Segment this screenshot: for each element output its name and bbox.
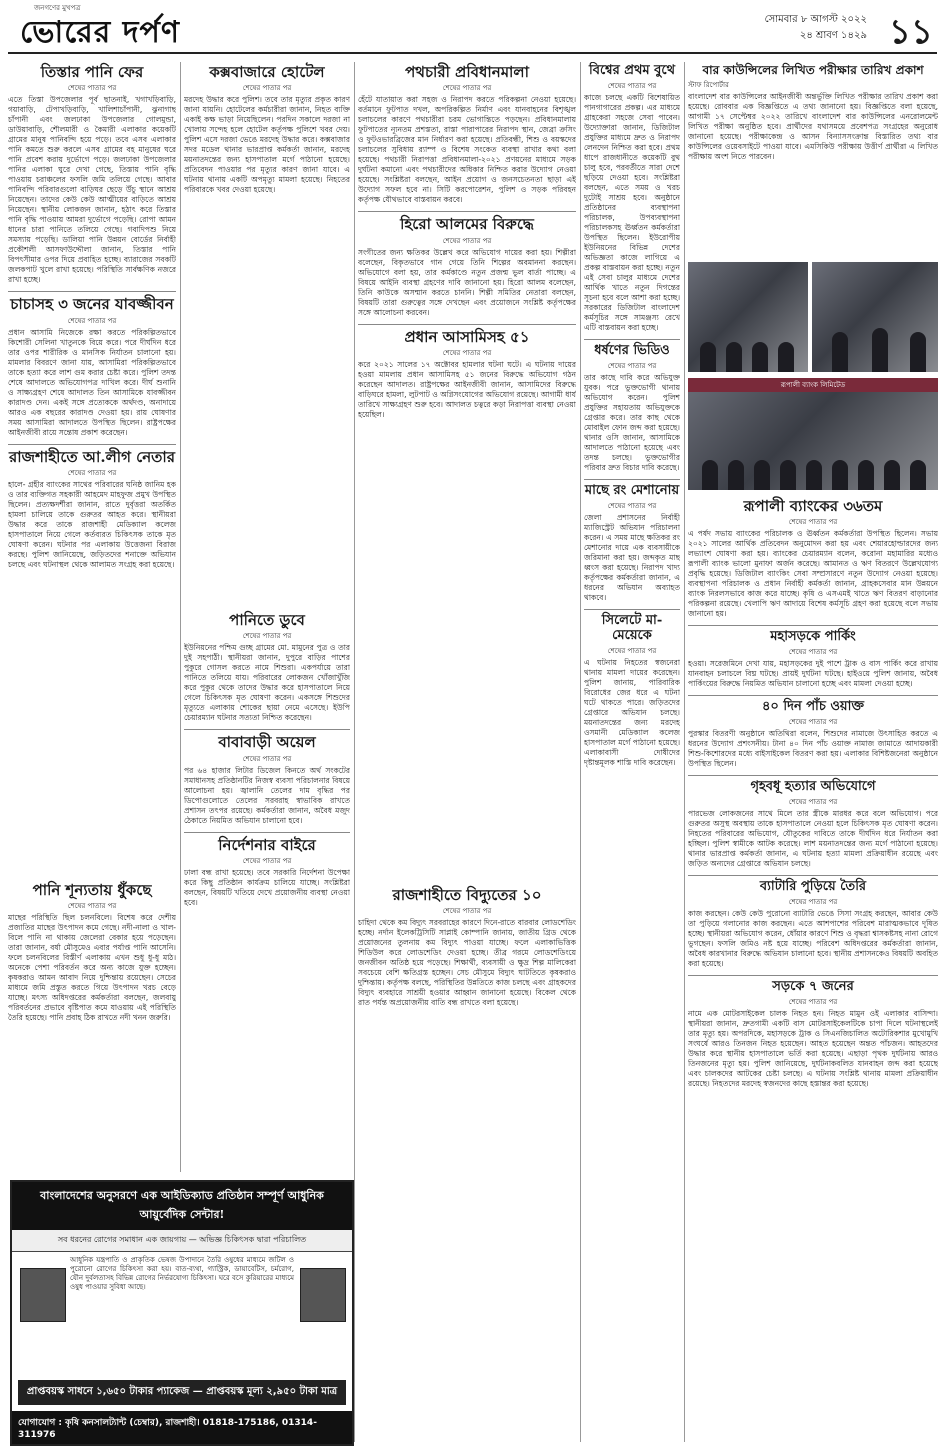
kicker: শেষের পাতার পর — [607, 646, 657, 655]
headline[interactable]: মহাসড়কে পার্কিং — [770, 629, 856, 645]
story-rupali — [688, 498, 938, 619]
kicker: শেষের পাতার পর — [788, 518, 838, 527]
headline[interactable]: সড়কে ৭ জনের — [772, 979, 854, 994]
headline[interactable]: চাচাসহ ৩ জনের যাবজ্জীবন — [10, 295, 174, 314]
story-chachas — [8, 296, 176, 437]
header-rule — [8, 52, 937, 54]
column-1-lower — [8, 880, 176, 1170]
headline[interactable]: রাজশাহীতে আ.লীগ নেতার — [8, 447, 176, 466]
column-2-lower — [184, 610, 350, 1170]
story-power — [358, 887, 576, 1008]
advert-body: আধুনিক যন্ত্রপাতি ও প্রাকৃতিক ভেষজ উপাদানে তৈরি ওষুধের মাধ্যমে জটিল ও পুরোনো রোগের চিকিৎসা করা হয়। বাত-ব্যথা, গ্যাস্ট্রিক, ডায়াবেটিস, চর্মরোগ, যৌন দুর্বলতাসহ বিভিন্ন রোগের নির্ভরযোগ্য চিকিৎসা। ঘরে বসে কুরিয়ারের মাধ্যমে ওষুধ পাওয়ার সুবিধা আছে। — [70, 1256, 294, 1291]
story-mohasorok — [688, 630, 938, 689]
story-cox — [184, 64, 350, 195]
headline[interactable]: বিশ্বের প্রথম বুথে — [588, 63, 676, 78]
column-3-lower — [358, 885, 576, 1445]
kicker: শেষের পাতার পর — [788, 798, 838, 807]
story-nirdeshonay — [184, 837, 350, 908]
headline[interactable]: তিস্তার পানি ফের — [40, 63, 144, 81]
divider — [584, 479, 680, 480]
kicker: শেষের পাতার পর — [607, 81, 657, 90]
kicker: শেষের পাতার পর — [442, 236, 492, 245]
kicker: শেষের পাতার পর — [442, 907, 492, 916]
photo-banner: রূপালী ব্যাংক লিমিটেড — [688, 378, 938, 392]
headline[interactable]: প্রধান আসামিসহ ৫১ — [404, 327, 530, 346]
headline[interactable]: রূপালী ব্যাংকের ৩৬তম — [743, 497, 883, 515]
kicker: শেষের পাতার পর — [242, 754, 292, 763]
story-babadari — [184, 734, 350, 825]
story-dhorshon — [584, 344, 680, 473]
story-body: এ ঘটনায় নিহতের স্বজনেরা থানায় মামলা দায়ের করেছেন। পুলিশ জানায়, পারিবারিক বিরোধের জের ধরে এ ঘটনা ঘটে থাকতে পারে। জড়িতদের গ্রেপ্তারে অভিযান চলছে। ময়নাতদন্তের জন্য মরদেহ ওসমানী মেডিক্যাল কলেজ হাসপাতাল মর্গে পাঠানো হয়েছে। এলাকাবাসী দোষীদের দৃষ্টান্তমূলক শাস্তি দাবি করেছেন। — [584, 657, 680, 767]
kicker: শেষের পাতার পর — [242, 632, 292, 641]
kicker: শেষের পাতার পর — [788, 648, 838, 657]
advert-price: প্রাপ্তবয়স্ক সাধনে ১,৬৫০ টাকার প্যাকেজ — প্রাপ্তবয়স্ক মূল্য ২,৯৫০ টাকা মাত্র — [18, 1380, 346, 1405]
column-4 — [584, 62, 680, 1442]
headline[interactable]: ব্যাটারি পুড়িয়ে তৈরি — [759, 879, 867, 895]
divider — [688, 975, 938, 976]
headline[interactable]: নির্দেশনার বাইরে — [218, 835, 316, 854]
story-body: এতে তিস্তা উপজেলার পূর্ব ছাতনাই, খগাখড়িবাড়ি, গয়াবাড়ি, টেপাখড়িবাড়ি, খালিশাচাঁপানী, ঝুনাগাছ চাঁপানী এবং জলঢাকা উপজেলার গোলমুন্ডা, ডাউয়াবাড়ি, শৌলমারী ও কৈমারী এলাকার কয়েকটি গ্রামের মানুষ পানিবন্দি হয়ে পড়ে। তবে এসব এলাকার পানি কমতে শুরু করলে এসব গ্রামের বহ মানুষের ঘরে পানি প্রবেশ করায় দুর্ভোগে পড়ে। জলঢাকা উপজেলার পানির এলাকা ঘুরে দেখা গেছে, তিস্তায় পানি বৃদ্ধি পাওয়ায় চরাঞ্চলের ফসলি জমি তলিয়ে গেছে। আবার পানিবন্দি পরিবারগুলো বাড়িঘর ছেড়ে উঁচু স্থানে আশ্রয় নিয়েছেন। তাদের কেউ কেউ আত্মীয়ের বাড়িতে আশ্রয় নিয়েছেন। স্থানীয় লোকজন জানান, হঠাৎ করে তিস্তার পানি বৃদ্ধি পাওয়ায় আমরা দুর্ভোগে পড়েছি। রোপা আমন ধানের চারা পানিতে তলিয়ে গেছে। গবাদিপশু নিয়ে সমস্যায় পড়েছি। ডালিয়া পানি উন্নয়ন বোর্ডের নির্বাহী প্রকৌশলী আসফাউদ্দৌলা জানান, তিস্তার পানি বিপৎসীমার ওপর দিয়ে প্রবাহিত হচ্ছে। ব্যারাজের সবকটি জলকপাট খুলে রাখা হয়েছে। পরিস্থিতি সার্বক্ষণিক নজরে রাখা হচ্ছে। — [8, 95, 176, 285]
officials-photo — [812, 262, 938, 372]
column-5-lower — [688, 496, 938, 1386]
kicker: শেষের পাতার পর — [442, 348, 492, 357]
story-body: হওয়া। সরেজমিনে দেখা যায়, মহাসড়কের দুই পাশে ট্রাক ও বাস পার্কিং করে রাখায় যানবাহন চলাচলে বিঘ্ন ঘটছে। প্রায়ই দুর্ঘটনা ঘটছে। হাইওয়ে পুলিশ জানায়, অবৈধ পার্কিংয়ের বিরুদ্ধে নিয়মিত অভিযান চালানো হচ্ছে এবং মামলা দেওয়া হচ্ছে। — [688, 659, 938, 689]
story-body: মরদেহ উদ্ধার করে পুলিশ। তবে তার মৃত্যুর প্রকৃত কারণ জানা যায়নি। হোটেলের কর্মচারীরা জানান, নিহত ব্যক্তি একাই কক্ষ ভাড়া নিয়েছিলেন। পরদিন সকালে দরজা না খোলায় সন্দেহ হলে হোটেল কর্তৃপক্ষ পুলিশে খবর দেয়। পুলিশ এসে দরজা ভেঙে মরদেহ উদ্ধার করে। কক্সবাজার সদর মডেল থানার ভারপ্রাপ্ত কর্মকর্তা জানান, মরদেহ ময়নাতদন্তের জন্য হাসপাতাল মর্গে পাঠানো হয়েছে। প্রতিবেদন পাওয়ার পর মৃত্যুর কারণ জানা যাবে। এ ঘটনায় থানায় একটি অপমৃত্যু মামলা হয়েছে। নিহতের পরিবারকে খবর দেওয়া হয়েছে। — [184, 95, 350, 195]
kicker: শেষের পাতার পর — [607, 361, 657, 370]
board-meeting-photo — [688, 378, 938, 490]
divider — [584, 609, 680, 610]
date-bangla: ২৪ শ্রাবণ ১৪২৯ — [799, 30, 867, 41]
story-body: হালে- গ্রহীর ব্যাংকের সাথের পরিবারের ঘনিষ্ঠ জানিম হক ও তার ব্যক্তিগত সহকারী আহমেদ মাহফুজ প্রমুখ উপস্থিত ছিলেন। প্রত্যক্ষদর্শীরা জানান, রাতে দুর্বৃত্তরা অতর্কিত হামলা চালিয়ে তাকে গুরুতর আহত করে। স্থানীয়রা উদ্ধার করে তাকে রাজশাহী মেডিক্যাল কলেজ হাসপাতালে নিয়ে গেলে কর্তব্যরত চিকিৎসক তাকে মৃত ঘোষণা করেন। ঘটনার পর এলাকায় উত্তেজনা বিরাজ করছে। পুলিশ জানিয়েছে, জড়িতদের শনাক্তে অভিযান চলছে এবং ঘটনাস্থল থেকে আলামত সংগ্রহ করা হয়েছে। — [8, 479, 176, 569]
kicker: শেষের পাতার পর — [788, 898, 838, 906]
column-rule — [580, 62, 581, 1442]
story-tista — [8, 64, 176, 285]
story-drown — [184, 612, 350, 723]
divider — [688, 695, 938, 696]
kicker: শেষের পাতার পর — [67, 84, 117, 93]
kicker: স্টাফ রিপোর্টার — [688, 80, 729, 89]
meeting-photo — [688, 262, 808, 372]
page-number: ১১ — [888, 12, 933, 52]
divider — [8, 291, 176, 292]
advert-subtitle: সব ধরনের রোগের সমাধান এক জায়গায় — অভিজ্ঞ চিকিৎসক দ্বারা পরিচালিত — [12, 1230, 352, 1252]
headline[interactable]: বাবাবাড়ী অয়েল — [218, 733, 316, 752]
headline[interactable]: সিলেটে মা-মেয়েকে — [601, 612, 663, 643]
product-image — [20, 1268, 66, 1322]
story-body: কাজে চলছে একটি বিশেষায়িত পানগাগারের প্রকল্প। এর মাধ্যমে গ্রাহকেরা সহজে সেবা পাবেন। উদ্যোক্তারা জানান, ডিজিটাল প্রযুক্তির মাধ্যমে দ্রুত ও নিরাপদ লেনদেন নিশ্চিত করা হবে। প্রথম ধাপে রাজধানীতে কয়েকটি বুথ চালু হবে, পরবর্তীতে সারা দেশে ছড়িয়ে দেওয়া হবে। সংশ্লিষ্টরা বলছেন, এতে সময় ও খরচ দুটোই সাশ্রয় হবে। অনুষ্ঠানে প্রতিষ্ঠানের ব্যবস্থাপনা পরিচালক, উপব্যবস্থাপনা পরিচালকসহ ঊর্ধ্বতন কর্মকর্তারা উপস্থিত ছিলেন। ইউরোপীয় ইউনিয়নের বিভিন্ন দেশের অভিজ্ঞতা কাজে লাগিয়ে এ প্রকল্প বাস্তবায়ন করা হচ্ছে। নতুন এই সেবা চালুর মাধ্যমে দেশের আর্থিক খাতে নতুন দিগন্তের সূচনা হবে বলে আশা করা হচ্ছে। সরকারের ডিজিটাল বাংলাদেশ কর্মসূচির সঙ্গে সামঞ্জস্য রেখে এটি বাস্তবায়ন করা হচ্ছে। — [584, 92, 680, 332]
advert-title: বাংলাদেশের অনুসরণে এক আইডিক্যাড প্রতিষ্ঠান সম্পূর্ণ আধুনিক আয়ুর্বেদিক সেন্টার! — [12, 1182, 352, 1230]
column-rule — [180, 62, 181, 1172]
story-body: ঢালা বন্ধ রাখা হয়েছে। তবে সরকারি নির্দেশনা উপেক্ষা করে কিছু প্রতিষ্ঠান কার্যক্রম চালিয়ে যাচ্ছে। সংশ্লিষ্টরা বলছেন, বিষয়টি খতিয়ে দেখে প্রয়োজনীয় ব্যবস্থা নেওয়া হবে। — [184, 867, 350, 907]
headline[interactable]: বার কাউন্সিলের লিখিত পরীক্ষার তারিখ প্রকাশ — [702, 63, 924, 77]
kicker: শেষের পাতার পর — [788, 997, 838, 1006]
story-booth — [584, 64, 680, 333]
kicker: শেষের পাতার পর — [788, 718, 838, 727]
divider — [358, 324, 576, 325]
column-5-top — [688, 62, 938, 262]
story-bar — [688, 64, 938, 162]
story-sorok — [688, 980, 938, 1089]
story-rajshahi — [8, 449, 176, 570]
story-body: চাহিদা থেকে কম বিদ্যুৎ সরবরাহের কারণে দিনে-রাতে বারবার লোডশেডিং হচ্ছে। নর্দান ইলেকট্রিসিটি সাপ্লাই কোম্পানি জানায়, জাতীয় গ্রিড থেকে প্রয়োজনের তুলনায় কম বিদ্যুৎ পাওয়া যাচ্ছে। ফলে এলাকাভিত্তিক শিডিউল করে লোডশেডিং দেওয়া হচ্ছে। তীব্র গরমে লোডশেডিংয়ে জনজীবন অতিষ্ঠ হয়ে পড়েছে। শিক্ষার্থী, ব্যবসায়ী ও ক্ষুদ্র শিল্প মালিকেরা সবচেয়ে বেশি ক্ষতিগ্রস্ত হচ্ছেন। সেচ মৌসুমে বিদ্যুৎ ঘাটতিতে কৃষকরাও দুশ্চিন্তায়। কর্তৃপক্ষ বলছে, পরিস্থিতির উন্নতিতে কাজ চলছে এবং গ্রাহকদের বিদ্যুৎ ব্যবহারে সাশ্রয়ী হওয়ার আহ্বান জানানো হয়েছে। বিকেল থেকে রাত পর্যন্ত অপ্রয়োজনীয় বাতি বন্ধ রাখতে বলা হয়েছে। — [358, 918, 576, 1008]
column-rule — [354, 62, 355, 1442]
headline[interactable]: ৪০ দিন পাঁচ ওয়াক্ত — [761, 699, 864, 715]
masthead-bar — [0, 0, 945, 58]
headline[interactable]: মাছে রং মেশানোয় — [584, 482, 680, 498]
story-pani — [8, 882, 176, 1023]
ayurvedic-advert[interactable] — [10, 1180, 354, 1446]
divider — [584, 339, 680, 340]
story-walkout — [688, 700, 938, 769]
column-rule — [684, 62, 685, 1442]
headline[interactable]: রাজশাহীতে বিদ্যুতের ১০ — [392, 886, 542, 904]
kicker: শেষের পাতার পর — [607, 501, 657, 510]
story-body: পারভেজ লোকজনের সাথে মিলে তার স্ত্রীকে মারধর করে বলে অভিযোগ। পরে গুরুতর অসুস্থ অবস্থায় তাকে হাসপাতালে নেওয়া হলে চিকিৎসক মৃত ঘোষণা করেন। নিহতের পরিবারের অভিযোগ, যৌতুকের দাবিতে তাকে দীর্ঘদিন ধরে নির্যাতন করা হচ্ছিল। পুলিশ স্বামীকে আটক করেছে। লাশ ময়নাতদন্তের জন্য মর্গে পাঠানো হয়েছে। থানার ভারপ্রাপ্ত কর্মকর্তা জানান, এ ঘটনায় হত্যা মামলা প্রক্রিয়াধীন রয়েছে এবং জড়িত অন্যদের গ্রেপ্তারে অভিযান চলছে। — [688, 809, 938, 869]
headline[interactable]: হিরো আলমের বিরুদ্ধে — [400, 215, 534, 234]
story-body: তার কাছে দাবি করে অভিযুক্ত যুবক। পরে ভুক্তভোগী থানায় অভিযোগ করেন। পুলিশ প্রযুক্তির সহায়তায় অভিযুক্তকে গ্রেপ্তার করে। তার কাছ থেকে মোবাইল ফোন জব্দ করা হয়েছে। থানার ওসি জানান, আসামিকে আদালতে পাঠানো হয়েছে এবং তদন্ত চলছে। ভুক্তভোগীর পরিবার দ্রুত বিচার দাবি করেছে। — [584, 372, 680, 472]
divider — [688, 875, 938, 876]
story-hero — [358, 216, 576, 317]
headline[interactable]: গৃহবধূ হত্যার অভিযোগে — [750, 779, 876, 795]
kicker: শেষের পাতার পর — [67, 468, 117, 477]
story-body: প্রধান আসামি নিজেকে রক্ষা করতে পরিকল্পিতভাবে কিশোরী সেলিনা খাতুনকে বিয়ে করে। পরে দীর্ঘদিন ধরে তার ওপর শারীরিক ও মানসিক নির্যাতন চালানো হয়। মামলার বিবরণে জানা যায়, আসামিরা পরিকল্পিতভাবে তাকে হত্যা করে লাশ গুম করার চেষ্টা করে। পুলিশ তদন্ত শেষে আদালতে অভিযোগপত্র দাখিল করে। দীর্ঘ শুনানি ও সাক্ষ্যগ্রহণ শেষে আদালত তিন আসামিকে যাবজ্জীবন কারাদণ্ড দেন। একই সঙ্গে প্রত্যেককে অর্থদণ্ড, অনাদায়ে আরও এক বছরের কারাদণ্ড দেওয়া হয়। রায় ঘোষণার সময় আসামিরা আদালতে উপস্থিত ছিলেন। রাষ্ট্রপক্ষের আইনজীবী রায়ে সন্তোষ প্রকাশ করেছেন। — [8, 327, 176, 437]
headline[interactable]: পথচারী প্রবিধানমালা — [405, 63, 529, 81]
kicker: শেষের পাতার পর — [67, 316, 117, 325]
divider — [8, 444, 176, 445]
story-pradhan — [358, 329, 576, 420]
kicker: শেষের পাতার পর — [67, 902, 117, 911]
kicker: শেষের পাতার পর — [242, 856, 292, 865]
headline[interactable]: পানি শূন্যতায় ধুঁকছে — [32, 881, 152, 899]
kicker: শেষের পাতার পর — [442, 84, 492, 93]
kicker: শেষের পাতার পর — [242, 84, 292, 93]
headline[interactable]: ধর্ষণের ভিডিও — [594, 342, 670, 358]
story-body: সংগীতের জন্য ক্ষতিকর উল্লেখ করে অভিযোগ দায়ের করা হয়। শিল্পীরা বলেছেন, বিকৃতভাবে গান গেয়ে তিনি শিল্পের অবমাননা করছেন। অভিযোগে বলা হয়, তার কর্মকাণ্ডে নতুন প্রজন্ম ভুল বার্তা পাচ্ছে। এ বিষয়ে আইনি ব্যবস্থা গ্রহণের দাবি জানানো হয়। হিরো আলম বলেছেন, তিনি কাউকে অসম্মান করতে চাননি। শিল্পী সমিতির নেতারা বলছেন, বিষয়টি তারা গুরুত্বের সঙ্গে দেখছেন এবং প্রয়োজনে সংশ্লিষ্ট কর্তৃপক্ষের সঙ্গে আলোচনা করবেন। — [358, 247, 576, 317]
date-gregorian: সোমবার ৮ আগস্ট ২০২২ — [764, 14, 867, 25]
masthead-tagline: জনগণের মুখপত্র — [34, 4, 81, 12]
divider — [184, 832, 350, 833]
divider — [358, 211, 576, 212]
story-body: এ পর্ষদ সভায় ব্যাংকের পরিচালক ও ঊর্ধ্বতন কর্মকর্তারা উপস্থিত ছিলেন। সভায় ২০২১ সালের আর্থিক প্রতিবেদন অনুমোদন করা হয় এবং শেয়ারহোল্ডারদের জন্য লভ্যাংশ ঘোষণা করা হয়। ব্যাংকের চেয়ারম্যান বলেন, করোনা মহামারির মধ্যেও রূপালী ব্যাংক ভালো মুনাফা অর্জন করেছে। আমানত ও ঋণ বিতরণে উল্লেখযোগ্য প্রবৃদ্ধি হয়েছে। ডিজিটাল ব্যাংকিং সেবা সম্প্রসারণে নতুন উদ্যোগ নেওয়া হয়েছে। ব্যবস্থাপনা পরিচালক ও প্রধান নির্বাহী কর্মকর্তা জানান, গ্রাহকসেবার মান উন্নয়নে ব্যাংক নিরলসভাবে কাজ করে যাচ্ছে। কৃষি ও এসএমই খাতে ঋণ বিতরণ বাড়ানোর পরিকল্পনা রয়েছে। খেলাপি ঋণ আদায়ে বিশেষ কর্মসূচি গ্রহণ করা হয়েছে বলে সভায় জানানো হয়। — [688, 529, 938, 619]
story-battery — [688, 880, 938, 969]
story-mach — [584, 484, 680, 603]
story-body: নামে এক মোটরসাইকেল চালক নিহত হন। নিহত মামুন ওই এলাকার বাসিন্দা। স্থানীয়রা জানান, দ্রুতগামী একটি বাস মোটরসাইকেলটিকে চাপা দিলে ঘটনাস্থলেই তার মৃত্যু হয়। অপরদিকে, মহাসড়কে ট্রাক ও সিএনজিচালিত অটোরিকশার মুখোমুখি সংঘর্ষে আরও তিনজন নিহত হয়েছেন। আহত হয়েছেন অন্তত পাঁচজন। আহতদের উদ্ধার করে স্থানীয় হাসপাতালে ভর্তি করা হয়েছে। এছাড়া পৃথক দুর্ঘটনায় আরও তিনজনের মৃত্যু হয়। পুলিশ জানিয়েছে, দুর্ঘটনাকবলিত যানবাহন জব্দ করা হয়েছে এবং চালকদের আটকের চেষ্টা চলছে। এ ঘটনায় সংশ্লিষ্ট থানায় মামলা প্রক্রিয়াধীন রয়েছে। নিহতদের মরদেহ স্বজনদের কাছে হস্তান্তর করা হয়েছে। — [688, 1008, 938, 1088]
story-body: পুরস্কার বিতরণী অনুষ্ঠানে অতিথিরা বলেন, শিশুদের নামাজে উৎসাহিত করতে এ ধরনের উদ্যোগ প্রশংসনীয়। টানা ৪০ দিন পাঁচ ওয়াক্ত নামাজ জামাতে আদায়কারী শিশু-কিশোরদের মধ্যে বাইসাইকেল বিতরণ করা হয়। এলাকার বিশিষ্টজনেরা অনুষ্ঠানে উপস্থিত ছিলেন। — [688, 729, 938, 769]
story-body: ইউনিয়নের পশ্চিম গুচ্ছ গ্রামের মো. মামুনের পুত্র ও তার দুই সহপাঠী। স্থানীয়রা জানান, দুপুরে বাড়ির পাশের পুকুরে গোসল করতে নামে শিশুরা। একপর্যায়ে তারা পানিতে তলিয়ে যায়। পরিবারের লোকজন খোঁজাখুঁজি করে পুকুর থেকে তাদের উদ্ধার করে হাসপাতালে নিয়ে গেলে চিকিৎসক মৃত ঘোষণা করেন। একসঙ্গে শিশুদের মৃত্যুতে এলাকায় শোকের ছায়া নেমে এসেছে। ইউপি চেয়ারম্যান ঘটনার সত্যতা নিশ্চিত করেছেন। — [184, 643, 350, 723]
story-pathchari — [358, 64, 576, 205]
story-body: মাছের পরিস্থিতি ছিল চলনবিলে। বিশেষ করে দেশীয় প্রজাতির মাছের উৎপাদন কমে গেছে। নদী-নালা ও খাল-বিলে পানি না থাকায় জেলেরা বেকার হয়ে পড়েছেন। তারা জানান, বর্ষা মৌসুমেও এবার পর্যাপ্ত পানি আসেনি। ফলে চলনবিলের বিস্তীর্ণ এলাকায় এখন শুধু ধু-ধু মাঠ। অনেকে পেশা পরিবর্তন করে অন্য কাজে যুক্ত হচ্ছেন। কৃষকরাও আমন আবাদ নিয়ে দুশ্চিন্তায় রয়েছেন। সেচের মাধ্যমে জমি প্রস্তুত করতে গিয়ে উৎপাদন খরচ বেড়ে যাচ্ছে। মৎস্য অধিদপ্তরের কর্মকর্তারা বলছেন, জলবায়ু পরিবর্তনের প্রভাবে বৃষ্টিপাত কমে যাওয়ায় এই পরিস্থিতি তৈরি হয়েছে। পানি প্রবাহ ঠিক রাখতে নদী খনন জরুরি। — [8, 913, 176, 1023]
story-body: বাংলাদেশ বার কাউন্সিলের আইনজীবী অন্তর্ভুক্তি লিখিত পরীক্ষার তারিখ প্রকাশ করা হয়েছে। রোববার এক বিজ্ঞপ্তিতে এ তথ্য জানানো হয়। বিজ্ঞপ্তিতে বলা হয়েছে, আগামী ১৭ সেপ্টেম্বর ২০২২ তারিখে বাংলাদেশ বার কাউন্সিলের এনরোলমেন্ট লিখিত পরীক্ষা অনুষ্ঠিত হবে। প্রার্থীদের যথাসময়ে প্রবেশপত্র সংগ্রহের অনুরোধ জানানো হয়েছে। পরীক্ষাকেন্দ্র ও আসন বিন্যাসসংক্রান্ত বিস্তারিত তথ্য বার কাউন্সিলের ওয়েবসাইটে পাওয়া যাবে। এমসিকিউ পরীক্ষায় উত্তীর্ণ প্রার্থীরা এ লিখিত পরীক্ষায় অংশ নিতে পারবেন। — [688, 91, 938, 161]
masthead-title: ভোরের দর্পণ — [20, 15, 180, 50]
story-sylhet — [584, 614, 680, 768]
product-image — [300, 1268, 346, 1322]
divider — [688, 775, 938, 776]
headline[interactable]: কক্সবাজারে হোটেল — [209, 63, 325, 81]
story-body: কাজ করছেন। কেউ কেউ পুরোনো ব্যাটারি ভেঙে সিসা সংগ্রহ করছেন, আবার কেউ তা পুড়িয়ে গলানোর কাজ করছেন। এতে আশপাশের পরিবেশ মারাত্মকভাবে দূষিত হচ্ছে। স্থানীয়রা অভিযোগ করেন, ধোঁয়ার কারণে শিশু ও বৃদ্ধরা শ্বাসকষ্টসহ নানা রোগে ভুগছেন। ফসলি জমিও নষ্ট হয়ে যাচ্ছে। পরিবেশ অধিদপ্তরের কর্মকর্তারা জানান, অবৈধ কারখানার বিরুদ্ধে অভিযান চালানো হবে। স্থানীয় প্রশাসনকেও বিষয়টি অবহিত করা হয়েছে। — [688, 909, 938, 968]
advert-contact[interactable]: যোগাযোগ : কৃষি কনসালট্যান্ট (চেম্বার), রাজশাহী। 01818-175186, 01314-311976 — [12, 1411, 352, 1444]
story-body: জেলা প্রশাসনের নির্বাহী ম্যাজিস্ট্রেট অভিযান পরিচালনা করেন। এ সময় মাছে ক্ষতিকর রং মেশানোর দায়ে এক ব্যবসায়ীকে জরিমানা করা হয়। জব্দকৃত মাছ ধ্বংস করা হয়েছে। নিরাপদ খাদ্য কর্তৃপক্ষের কর্মকর্তারা জানান, এ ধরনের অভিযান অব্যাহত থাকবে। — [584, 512, 680, 602]
column-2 — [184, 62, 350, 602]
column-3 — [358, 62, 576, 882]
divider — [688, 625, 938, 626]
story-body: পর ৬৪ হাজার লিটার ডিজেল কিনতে অর্থ সংকটের সমাধানসহ প্রতিষ্ঠানটির নিজস্ব ব্যবসা পরিচালনার বিষয়ে আলোচনা হয়। জ্বালানি তেলের দাম বৃদ্ধির পর ডিপোগুলোতে তেলের সরবরাহ স্বাভাবিক রাখতে প্রশাসন তৎপর রয়েছে। কর্মকর্তারা জানান, অবৈধ মজুদ ঠেকাতে নিয়মিত অভিযান চালানো হবে। — [184, 765, 350, 825]
story-body: হেঁটে যাতায়াত করা সহজ ও নিরাপদ করতে পরিকল্পনা নেওয়া হয়েছে। বর্তমানে ফুটপাত দখল, অপরিকল্পিত নির্মাণ এবং যানবাহনের বিশৃঙ্খল চলাচলের কারণে পথচারীরা চরম ভোগান্তিতে পড়ছেন। প্রবিধানমালায় ফুটপাতের ন্যূনতম প্রশস্ততা, রাস্তা পারাপারের নিরাপদ স্থান, জেব্রা ক্রসিং ও ফুটওভারব্রিজের মান নির্ধারণ করা হয়েছে। প্রতিবন্ধী, শিশু ও বয়স্কদের চলাচলের সুবিধায় র‍্যাম্প ও বিশেষ সংকেত ব্যবস্থা রাখার কথা বলা হয়েছে। পথচারী নিরাপত্তা প্রবিধানমালা-২০২১ প্রণয়নের মাধ্যমে সড়ক দুর্ঘটনা কমানো এবং পথচারীদের অধিকার নিশ্চিত করার উদ্যোগ নেওয়া হয়েছে। সংশ্লিষ্টরা বলছেন, আইন প্রয়োগ ও জনসচেতনতা ছাড়া এই উদ্যোগ সফল হবে না। সিটি করপোরেশন, পুলিশ ও সড়ক পরিবহন কর্তৃপক্ষ যৌথভাবে বাস্তবায়ন করবে। — [358, 95, 576, 205]
headline[interactable]: পানিতে ডুবে — [229, 611, 305, 629]
story-body: করে ২০২১ সালের ১৭ অক্টোবর হামলার ঘটনা ঘটে। এ ঘটনায় দায়ের হওয়া মামলায় প্রধান আসামিসহ ৫১ জনের বিরুদ্ধে অভিযোগ গঠন করেছেন আদালত। রাষ্ট্রপক্ষের আইনজীবী জানান, আসামিদের বিরুদ্ধে বাড়িঘরে হামলা, লুটপাট ও অগ্নিসংযোগের অভিযোগ রয়েছে। আগামী ধার্য তারিখে সাক্ষ্যগ্রহণ শুরু হবে। আদালত চত্বরে কড়া নিরাপত্তা ব্যবস্থা নেওয়া হয়েছিল। — [358, 359, 576, 419]
divider — [184, 729, 350, 730]
story-grihobodhu — [688, 780, 938, 869]
